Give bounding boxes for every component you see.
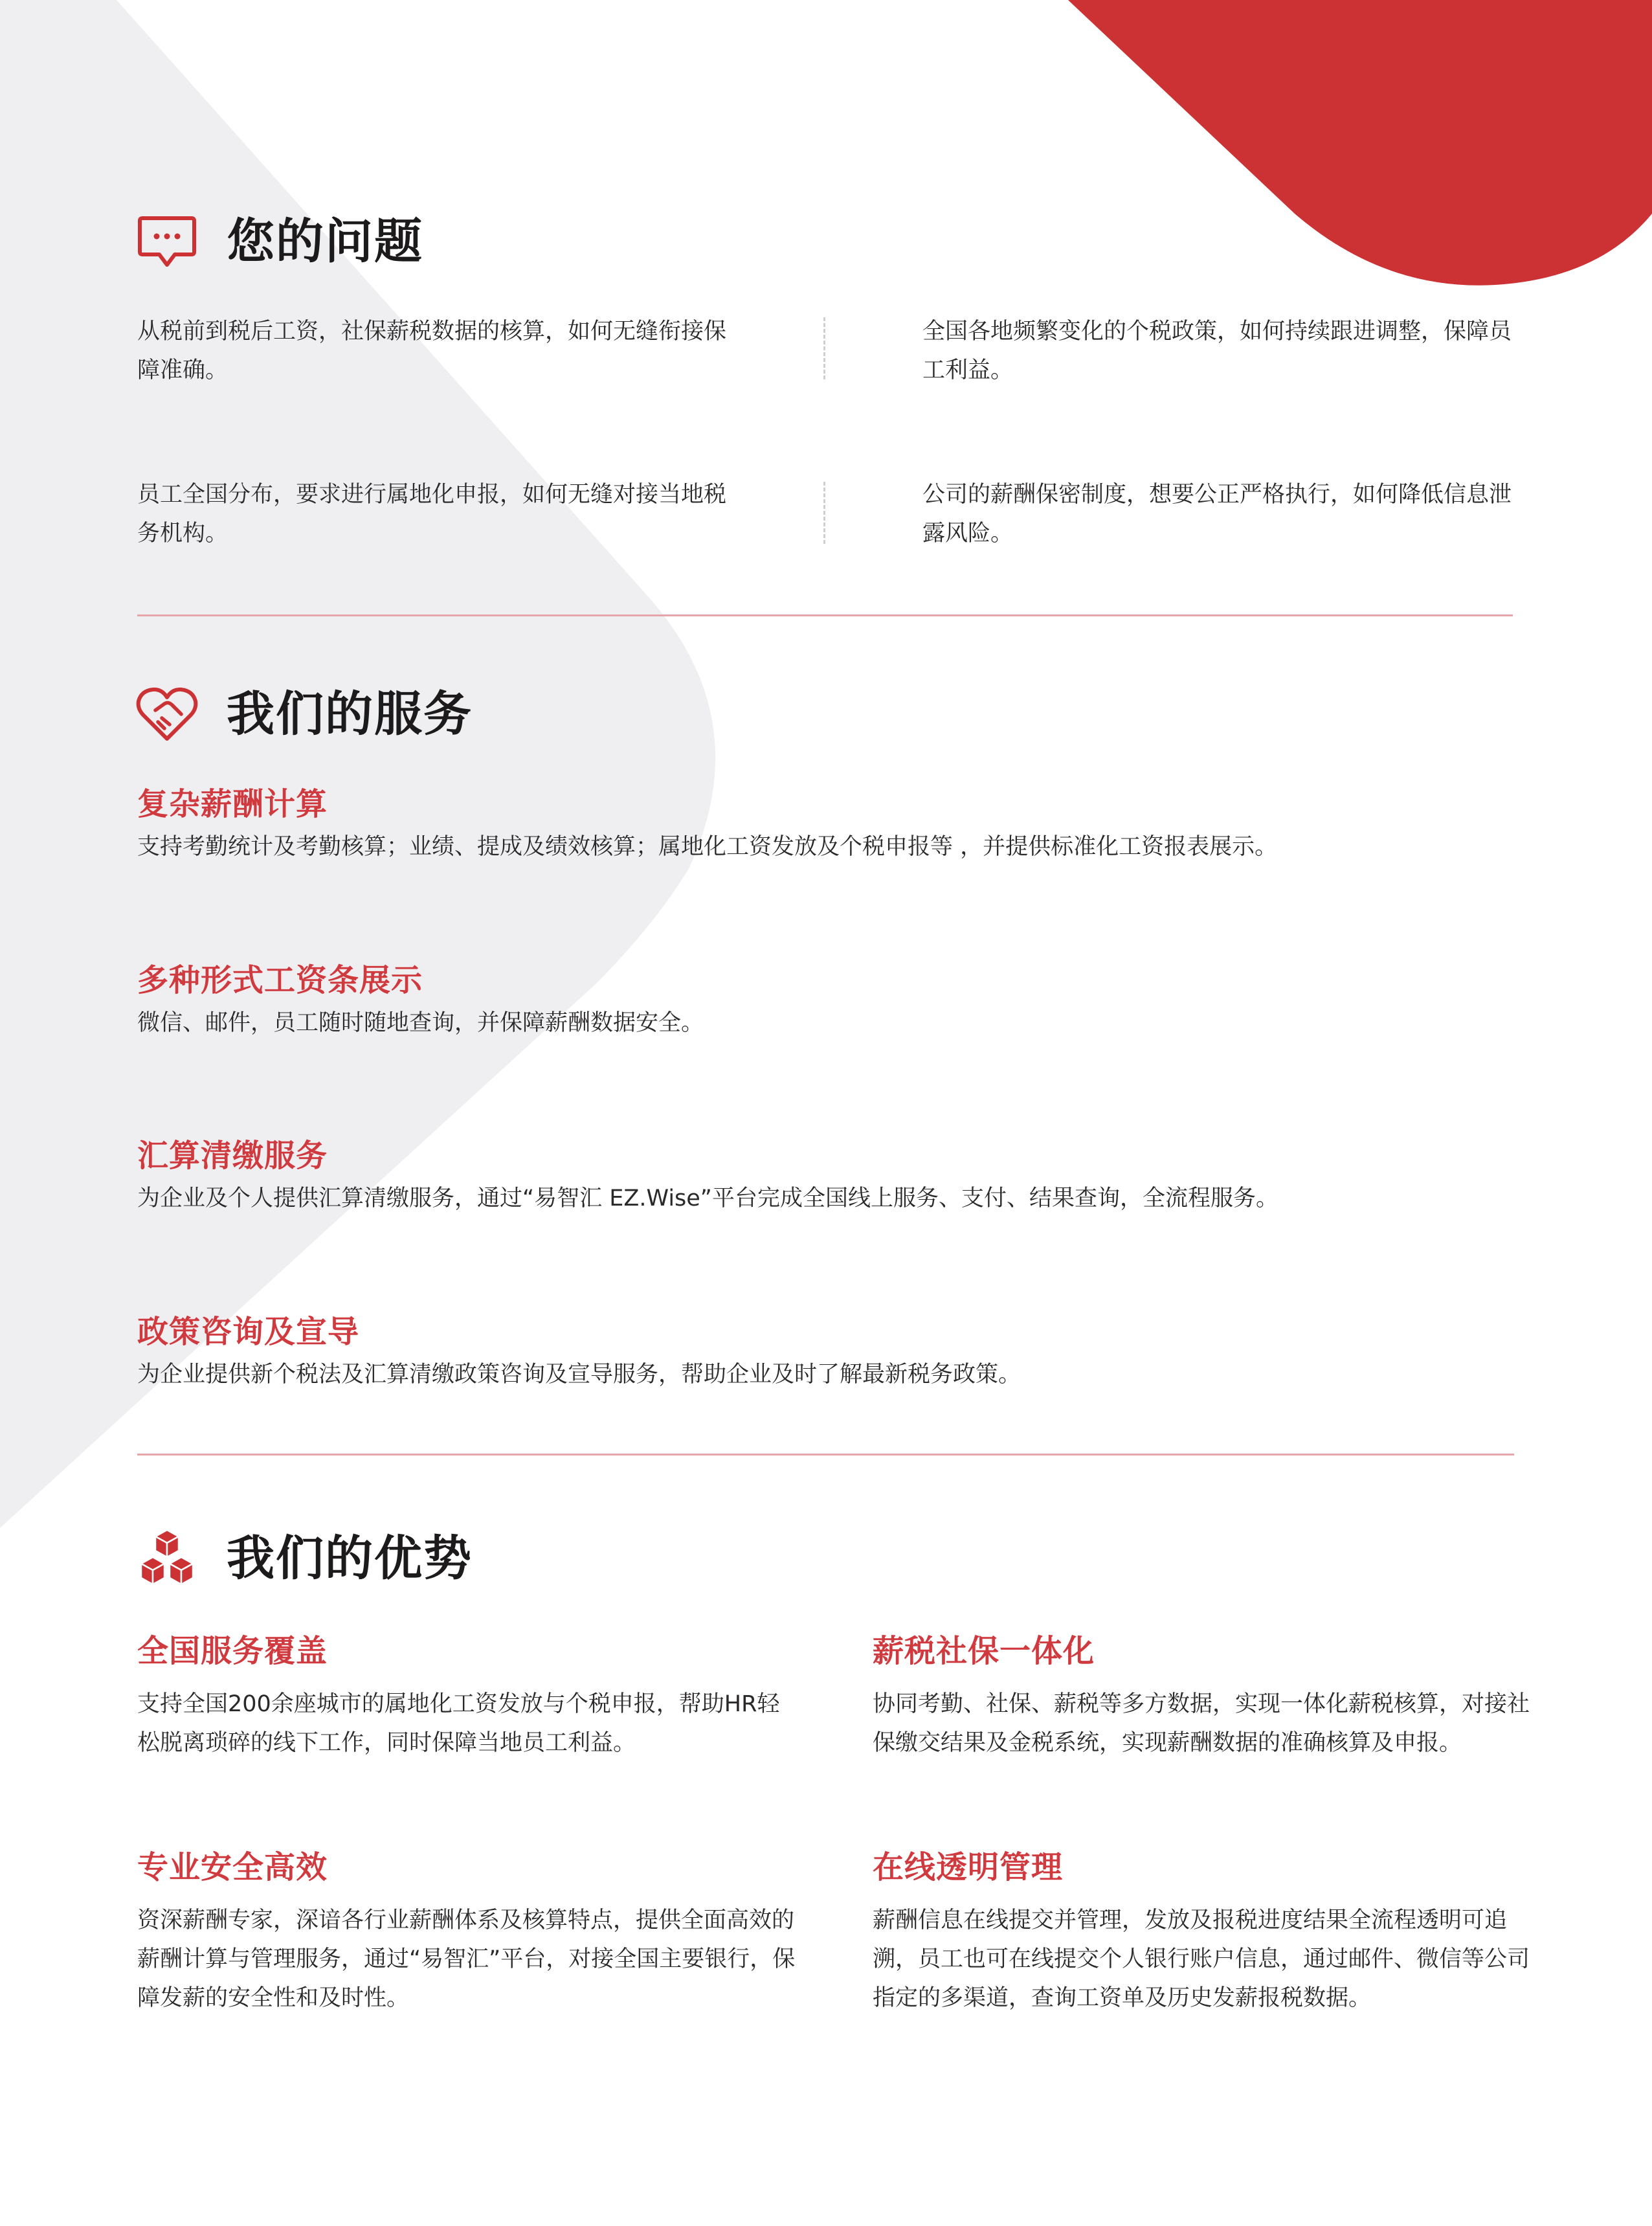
service-item-1 bbox=[137, 785, 1529, 865]
advantage-desc: 薪酬信息在线提交并管理，发放及报税进度结果全流程透明可追溯，员工也可在线提交个人银行账户信息，通过邮件、微信等公司指定的多渠道，查询工资单及历史发薪报税数据。 bbox=[873, 1907, 1530, 2011]
service-title: 政策咨询及宣导 bbox=[137, 1314, 360, 1350]
advantage-title: 在线透明管理 bbox=[873, 1849, 1064, 1885]
advantage-title: 薪税社保一体化 bbox=[873, 1633, 1095, 1669]
problem-item-2: 全国各地频繁变化的个税政策，如何持续跟进调整，保障员工利益。 bbox=[922, 319, 1512, 383]
red-corner-shape bbox=[1068, 0, 1652, 286]
advantage-title: 专业安全高效 bbox=[137, 1849, 328, 1885]
advantage-item-1 bbox=[137, 1632, 798, 1762]
services-title: 我们的服务 bbox=[227, 686, 473, 742]
cubes-icon bbox=[136, 1527, 198, 1590]
advantages-title: 我们的优势 bbox=[227, 1531, 473, 1586]
section-divider-1 bbox=[137, 614, 1513, 616]
problems-title: 您的问题 bbox=[227, 214, 423, 269]
advantage-item-4 bbox=[873, 1848, 1533, 2018]
advantages-header bbox=[136, 1523, 473, 1594]
advantage-item-2 bbox=[873, 1632, 1533, 1762]
service-title: 汇算清缴服务 bbox=[137, 1138, 328, 1174]
service-title: 复杂薪酬计算 bbox=[137, 786, 328, 822]
advantage-desc: 协同考勤、社保、薪税等多方数据，实现一体化薪税核算，对接社保缴交结果及金税系统，实现薪酬数据的准确核算及申报。 bbox=[873, 1691, 1530, 1756]
service-desc: 微信、邮件，员工随时随地查询，并保障薪酬数据安全。 bbox=[137, 1010, 704, 1036]
service-title: 多种形式工资条展示 bbox=[137, 962, 423, 998]
service-desc: 为企业及个人提供汇算清缴服务，通过“易智汇 EZ.Wise”平台完成全国线上服务、支付、结果查询，全流程服务。 bbox=[137, 1186, 1278, 1211]
service-desc: 支持考勤统计及考勤核算；业绩、提成及绩效核算；属地化工资发放及个税申报等 ，并提供标准化工资报表展示。 bbox=[137, 834, 1278, 860]
services-header bbox=[136, 679, 473, 750]
problems-header bbox=[136, 206, 423, 277]
advantage-item-3 bbox=[137, 1848, 798, 2018]
handshake-heart-icon bbox=[136, 683, 198, 745]
advantage-desc: 资深薪酬专家，深谙各行业薪酬体系及核算特点，提供全面高效的薪酬计算与管理服务，通过“易智汇”平台，对接全国主要银行，保障发薪的安全性和及时性。 bbox=[137, 1907, 796, 2011]
problem-item-4: 公司的薪酬保密制度，想要公正严格执行，如何降低信息泄露风险。 bbox=[922, 482, 1512, 546]
service-item-4 bbox=[137, 1312, 1529, 1393]
advantage-title: 全国服务覆盖 bbox=[137, 1633, 328, 1669]
column-separator-2 bbox=[823, 482, 825, 544]
service-item-3 bbox=[137, 1136, 1529, 1217]
service-desc: 为企业提供新个税法及汇算清缴政策咨询及宣导服务，帮助企业及时了解最新税务政策。 bbox=[137, 1362, 1021, 1388]
problem-item-1: 从税前到税后工资，社保薪税数据的核算，如何无缝衔接保障准确。 bbox=[137, 319, 727, 383]
advantage-desc: 支持全国200余座城市的属地化工资发放与个税申报，帮助HR轻松脱离琐碎的线下工作，同时保障当地员工利益。 bbox=[137, 1691, 780, 1756]
chat-bubble-icon bbox=[136, 210, 198, 273]
section-divider-2 bbox=[137, 1454, 1514, 1456]
column-separator-1 bbox=[823, 317, 825, 379]
service-item-2 bbox=[137, 961, 1529, 1041]
problem-item-3: 员工全国分布，要求进行属地化申报，如何无缝对接当地税务机构。 bbox=[137, 482, 727, 546]
